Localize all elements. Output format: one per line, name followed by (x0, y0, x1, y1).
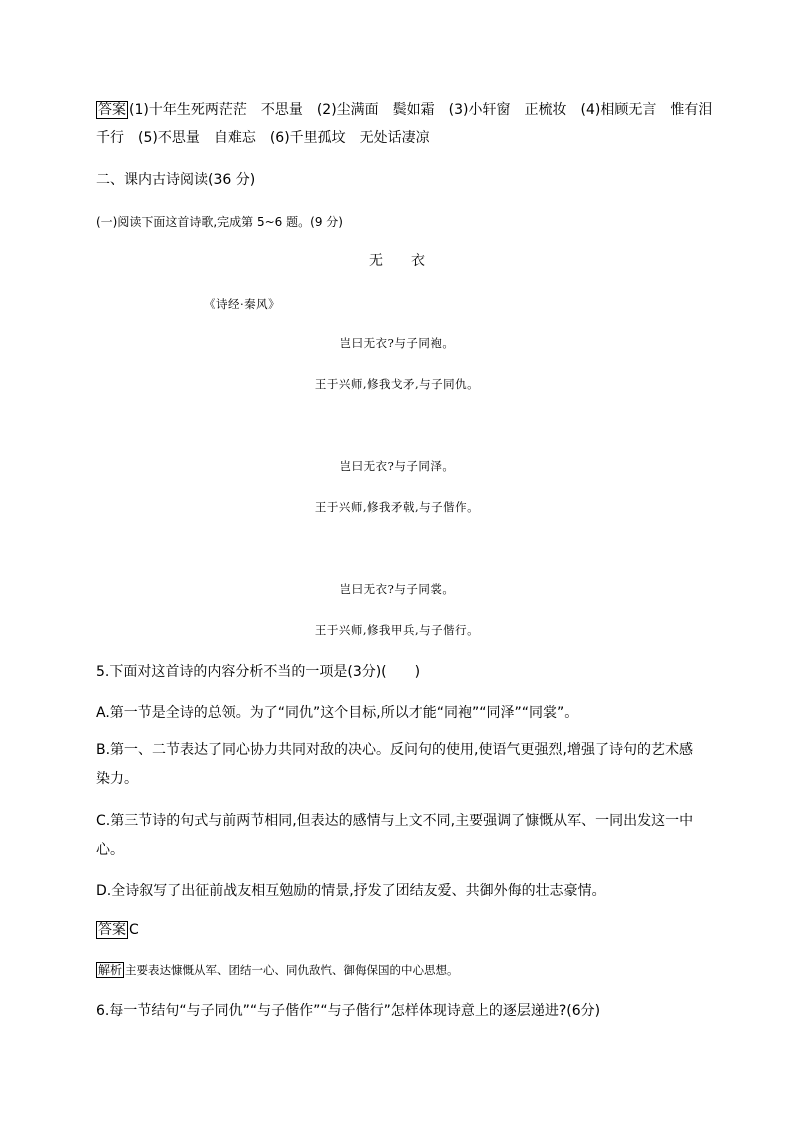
poem-line: 王于兴师,修我戈矛,与子同仇。 (314, 377, 480, 391)
answer-tag: 答案 (98, 102, 126, 118)
option-c-line-2: 心。 (96, 842, 124, 858)
poem-line: 岂曰无衣?与子同泽。 (339, 459, 455, 473)
section-heading: 二、课内古诗阅读(36 分) (96, 172, 256, 188)
option-a: A.第一节是全诗的总领。为了“同仇”这个目标,所以才能“同袍”“同泽”“同裳”。 (96, 705, 579, 721)
poem-title: 无 衣 (369, 253, 425, 269)
option-b-line-2: 染力。 (96, 771, 138, 787)
poem-line: 王于兴师,修我矛戟,与子偕作。 (314, 500, 480, 514)
poem-line: 岂曰无衣?与子同袍。 (339, 336, 455, 350)
answer-value: C (129, 922, 139, 938)
analysis-tag: 解析 (98, 963, 123, 977)
option-d: D.全诗叙写了出征前战友相互勉励的情景,抒发了团结友爱、共御外侮的壮志豪情。 (96, 883, 606, 899)
poem-source: 《诗经·秦风》 (204, 297, 281, 311)
answer-text-1: (1)十年生死两茫茫 不思量 (2)尘满面 鬓如霜 (3)小轩窗 正梳妆 (4)相顾无言 惟有泪 (129, 102, 713, 118)
poem-line: 岂曰无衣?与子同裳。 (339, 582, 455, 596)
answer-line-2: 千行 (5)不思量 自难忘 (6)千里孤坟 无处话凄凉 (96, 130, 430, 146)
answer-line-1 (96, 100, 712, 120)
poem-line: 王于兴师,修我甲兵,与子偕行。 (314, 623, 480, 637)
question-5-answer (96, 920, 139, 940)
question-6-stem: 6.每一节结句“与子同仇”“与子偕作”“与子偕行”怎样体现诗意上的逐层递进?(6分) (96, 1003, 601, 1019)
option-b-line-1: B.第一、二节表达了同心协力共同对敌的决心。反问句的使用,使语气更强烈,增强了诗句的艺术感 (96, 742, 693, 758)
question-5-analysis (96, 960, 459, 980)
analysis-text: 主要表达慷慨从军、团结一心、同仇敌忾、御侮保国的中心思想。 (125, 963, 459, 977)
option-c-line-1: C.第三节诗的句式与前两节相同,但表达的感情与上文不同,主要强调了慷慨从军、一同出发这一中 (96, 813, 694, 829)
question-5-stem: 5.下面对这首诗的内容分析不当的一项是(3分)( ) (96, 664, 421, 680)
subsection-intro: (一)阅读下面这首诗歌,完成第 5~6 题。(9 分) (96, 215, 343, 229)
answer-tag: 答案 (98, 922, 126, 938)
